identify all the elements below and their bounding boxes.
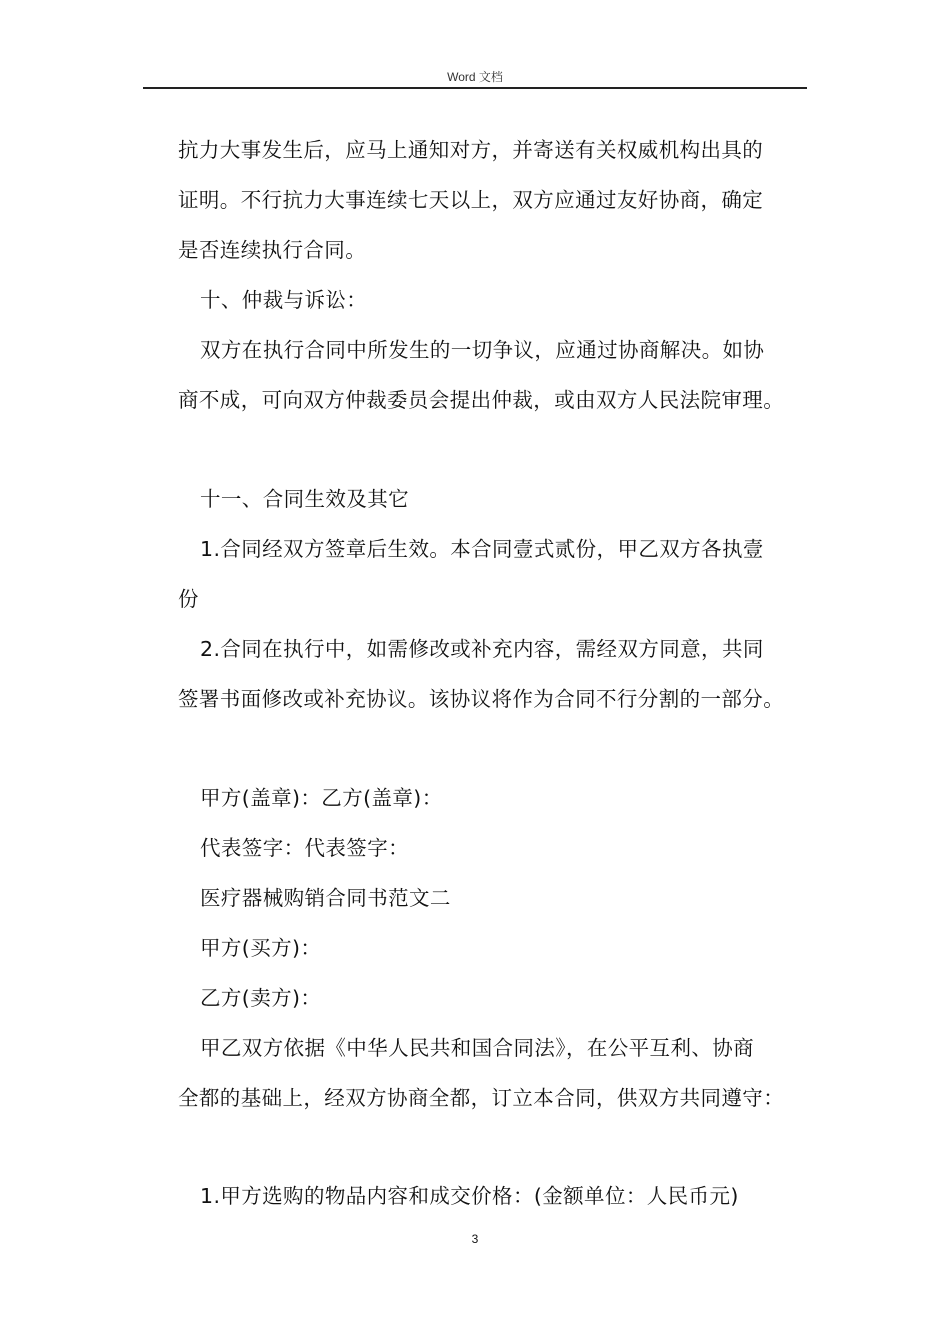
paragraph-line: 抗力大事发生后，应马上通知对方，并寄送有关权威机构出具的 — [178, 138, 764, 162]
document-title-line: 医疗器械购销合同书范文二 — [200, 886, 451, 910]
header-divider — [143, 87, 807, 89]
party-line: 乙方(卖方)： — [200, 986, 322, 1010]
section-heading: 十、仲裁与诉讼： — [200, 288, 368, 312]
paragraph-line: 1.合同经双方签章后生效。本合同壹式贰份，甲乙双方各执壹 — [200, 537, 764, 561]
paragraph-line: 份 — [178, 587, 199, 611]
paragraph-line: 证明。不行抗力大事连续七天以上，双方应通过友好协商，确定 — [178, 188, 764, 212]
paragraph-line: 1.甲方选购的物品内容和成交价格：(金额单位：人民币元) — [200, 1184, 739, 1208]
paragraph-line: 2.合同在执行中，如需修改或补充内容，需经双方同意，共同 — [200, 637, 764, 661]
paragraph-line: 双方在执行合同中所发生的一切争议，应通过协商解决。如协 — [200, 338, 765, 362]
paragraph-line: 是否连续执行合同。 — [178, 238, 367, 262]
paragraph-line: 商不成，可向双方仲裁委员会提出仲裁，或由双方人民法院审理。 — [178, 388, 785, 412]
paragraph-line: 全都的基础上，经双方协商全都，订立本合同，供双方共同遵守： — [178, 1086, 785, 1110]
paragraph-line: 甲乙双方依据《中华人民共和国合同法》，在公平互利、协商 — [200, 1036, 755, 1060]
page-number: 3 — [471, 1232, 479, 1246]
section-heading: 十一、合同生效及其它 — [200, 487, 409, 511]
party-line: 甲方(买方)： — [200, 936, 322, 960]
page-header-title: Word 文档 — [447, 70, 503, 84]
signature-line: 甲方(盖章)：乙方(盖章)： — [200, 786, 443, 810]
paragraph-line: 签署书面修改或补充协议。该协议将作为合同不行分割的一部分。 — [178, 687, 785, 711]
signature-line: 代表签字：代表签字： — [200, 836, 409, 860]
